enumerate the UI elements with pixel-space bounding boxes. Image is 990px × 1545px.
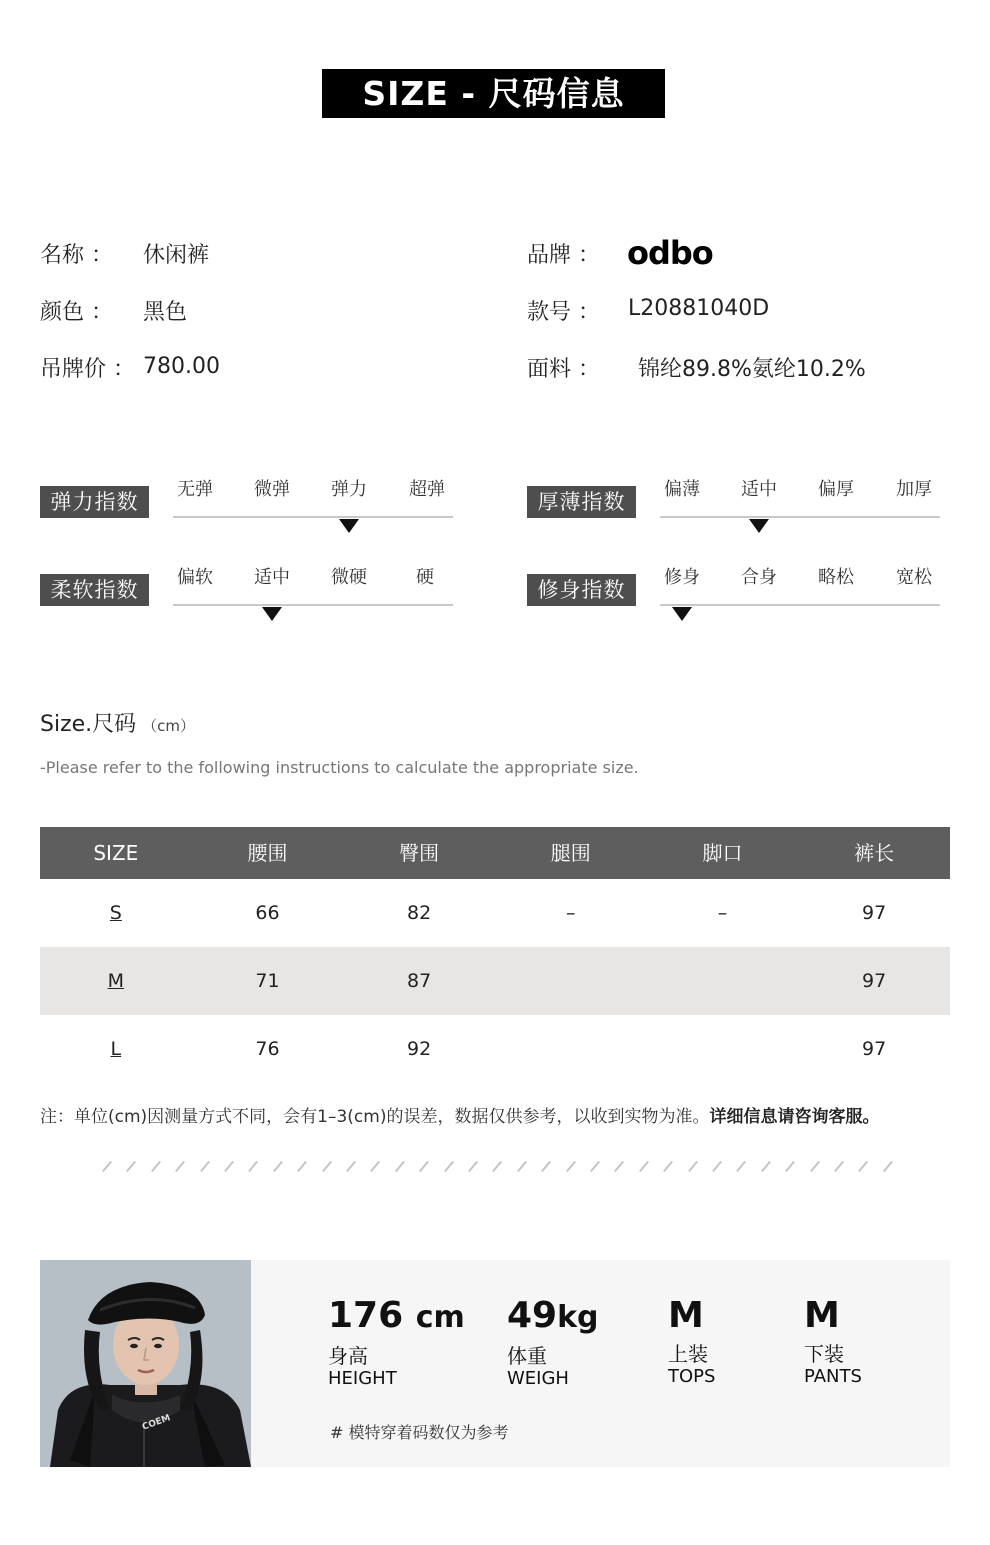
table-cell: 71 <box>255 970 280 992</box>
scale-option: 略松 <box>818 567 854 588</box>
fit-index-tag: 修身指数 <box>527 574 636 606</box>
divider-dash <box>517 1161 527 1172</box>
price-label: 吊牌价 ： <box>40 357 135 382</box>
brand-label: 品牌 ： <box>527 243 600 268</box>
price-value: 780.00 <box>143 354 220 379</box>
divider-dash <box>224 1161 234 1172</box>
divider-dash <box>444 1161 454 1172</box>
table-row <box>40 947 950 1015</box>
divider-dash <box>736 1161 746 1172</box>
scale-option: 合身 <box>741 567 777 588</box>
model-size-note: # 模特穿着码数仅为参考 <box>330 1423 509 1442</box>
table-cell: 97 <box>862 902 887 924</box>
scale-option: 适中 <box>741 479 777 500</box>
size-heading-text: Size.尺码 <box>40 712 137 737</box>
page-title: SIZE - 尺码信息 <box>322 69 665 118</box>
table-cell: 92 <box>407 1038 432 1060</box>
weight-stat <box>507 1296 599 1390</box>
scale-marker-icon <box>262 607 282 621</box>
header-cell: 裤长 <box>854 841 895 865</box>
weight-label-en: WEIGH <box>507 1368 569 1389</box>
table-cell: 66 <box>255 902 280 924</box>
scale-option: 硬 <box>416 567 434 588</box>
table-row <box>40 879 950 947</box>
size-heading <box>40 707 195 738</box>
divider-dash <box>151 1161 161 1172</box>
divider-dash <box>297 1161 307 1172</box>
pants-label-zh: 下装 <box>804 1342 844 1366</box>
header-cell: 腰围 <box>247 841 288 865</box>
table-cell <box>495 1015 647 1083</box>
scale-line <box>660 604 940 606</box>
size-code-cell: L <box>110 1038 122 1060</box>
model-card <box>40 1260 950 1467</box>
scale-option: 偏软 <box>177 567 213 588</box>
scale-option: 适中 <box>254 567 290 588</box>
table-cell: 87 <box>407 970 432 992</box>
divider-dash <box>126 1161 136 1172</box>
table-cell: 97 <box>862 1038 887 1060</box>
divider-dash <box>541 1161 551 1172</box>
scale-option: 偏厚 <box>818 479 854 500</box>
divider-dash <box>200 1161 210 1172</box>
scale-option: 弹力 <box>331 479 367 500</box>
elasticity-index-tag: 弹力指数 <box>40 486 149 518</box>
color-label: 颜色 ： <box>40 300 113 325</box>
divider-dash <box>566 1161 576 1172</box>
scale-line <box>660 516 940 518</box>
tops-stat <box>668 1296 715 1388</box>
divider-dash <box>858 1161 868 1172</box>
name-value: 休闲裤 <box>143 243 210 268</box>
scale-option: 加厚 <box>896 479 932 500</box>
elasticity-scale <box>173 475 453 525</box>
table-cell: – <box>717 902 728 924</box>
thickness-index-tag: 厚薄指数 <box>527 486 636 518</box>
pants-stat <box>804 1296 862 1388</box>
tops-label-zh: 上装 <box>668 1342 708 1366</box>
divider-dash <box>468 1161 478 1172</box>
divider-dash <box>614 1161 624 1172</box>
scale-option: 无弹 <box>177 479 213 500</box>
name-label: 名称 ： <box>40 243 113 268</box>
scale-option: 偏薄 <box>664 479 700 500</box>
divider-dash <box>346 1161 356 1172</box>
softness-index-tag: 柔软指数 <box>40 574 149 606</box>
scale-marker-icon <box>672 607 692 621</box>
divider-dash <box>785 1161 795 1172</box>
thickness-scale <box>660 475 940 525</box>
footnote-bold: 详细信息请咨询客服。 <box>709 1107 880 1127</box>
divider-dash <box>175 1161 185 1172</box>
divider-dash <box>395 1161 405 1172</box>
size-code-cell: S <box>109 902 122 924</box>
divider-dash <box>590 1161 600 1172</box>
scale-option: 宽松 <box>896 567 932 588</box>
divider-dash <box>419 1161 429 1172</box>
divider-dash <box>834 1161 844 1172</box>
size-code-cell: M <box>107 970 125 992</box>
softness-scale <box>173 563 453 613</box>
table-cell: 76 <box>255 1038 280 1060</box>
divider-dash <box>102 1161 112 1172</box>
table-cell: 97 <box>862 970 887 992</box>
height-unit: cm <box>415 1300 465 1335</box>
fabric-value: 锦纶89.8%氨纶10.2% <box>638 357 866 382</box>
divider-dash <box>322 1161 332 1172</box>
model-photo <box>40 1260 251 1467</box>
divider-dash <box>761 1161 771 1172</box>
pants-value: M <box>804 1295 840 1336</box>
footnote-text: 注：单位(cm)因测量方式不同，会有1–3(cm)的误差，数据仅供参考，以收到实物为准。 <box>40 1107 710 1127</box>
height-stat <box>328 1296 465 1390</box>
measurement-footnote <box>40 1102 879 1127</box>
code-value: L20881040D <box>628 296 770 321</box>
table-row <box>40 1015 950 1083</box>
weight-unit: kg <box>557 1300 599 1335</box>
tops-label-en: TOPS <box>668 1366 716 1387</box>
scale-option: 修身 <box>664 567 700 588</box>
table-cell <box>647 1015 799 1083</box>
model-portrait-image <box>40 1260 251 1467</box>
divider-dash <box>712 1161 722 1172</box>
table-cell <box>647 947 799 1015</box>
divider-dash <box>688 1161 698 1172</box>
scale-option: 微硬 <box>331 567 367 588</box>
scale-marker-icon <box>339 519 359 533</box>
scale-option: 超弹 <box>409 479 445 500</box>
tops-value: M <box>668 1295 704 1336</box>
header-cell: SIZE <box>93 841 139 865</box>
dashed-divider <box>100 1160 880 1172</box>
divider-dash <box>248 1161 258 1172</box>
height-value: 176 <box>328 1295 404 1336</box>
size-instructions: -Please refer to the following instructions to calculate the appropriate size. <box>40 758 639 777</box>
header-cell: 臀围 <box>399 841 440 865</box>
size-table <box>40 827 950 1083</box>
fabric-label: 面料 ： <box>527 357 600 382</box>
header-cell: 脚口 <box>702 841 743 865</box>
divider-dash <box>273 1161 283 1172</box>
color-value: 黑色 <box>143 300 188 325</box>
height-label-zh: 身高 <box>328 1344 368 1368</box>
scale-line <box>173 604 453 606</box>
divider-dash <box>492 1161 502 1172</box>
table-cell: 82 <box>407 902 432 924</box>
code-label: 款号 ： <box>527 300 600 325</box>
scale-option: 微弹 <box>254 479 290 500</box>
divider-dash <box>639 1161 649 1172</box>
header-cell: 腿围 <box>550 841 591 865</box>
divider-dash <box>810 1161 820 1172</box>
divider-dash <box>370 1161 380 1172</box>
pants-label-en: PANTS <box>804 1366 862 1387</box>
scale-marker-icon <box>749 519 769 533</box>
size-unit: （cm） <box>142 717 196 735</box>
table-cell: – <box>566 902 576 924</box>
divider-dash <box>663 1161 673 1172</box>
weight-value: 49 <box>507 1295 558 1336</box>
brand-logo: odbo <box>627 234 713 272</box>
shirt-lettering: COEM <box>140 1413 173 1433</box>
height-label-en: HEIGHT <box>328 1368 397 1389</box>
table-header <box>40 827 950 879</box>
weight-label-zh: 体重 <box>507 1344 547 1368</box>
divider-dash <box>883 1161 893 1172</box>
table-cell <box>495 947 647 1015</box>
scale-line <box>173 516 453 518</box>
fit-scale <box>660 563 940 613</box>
